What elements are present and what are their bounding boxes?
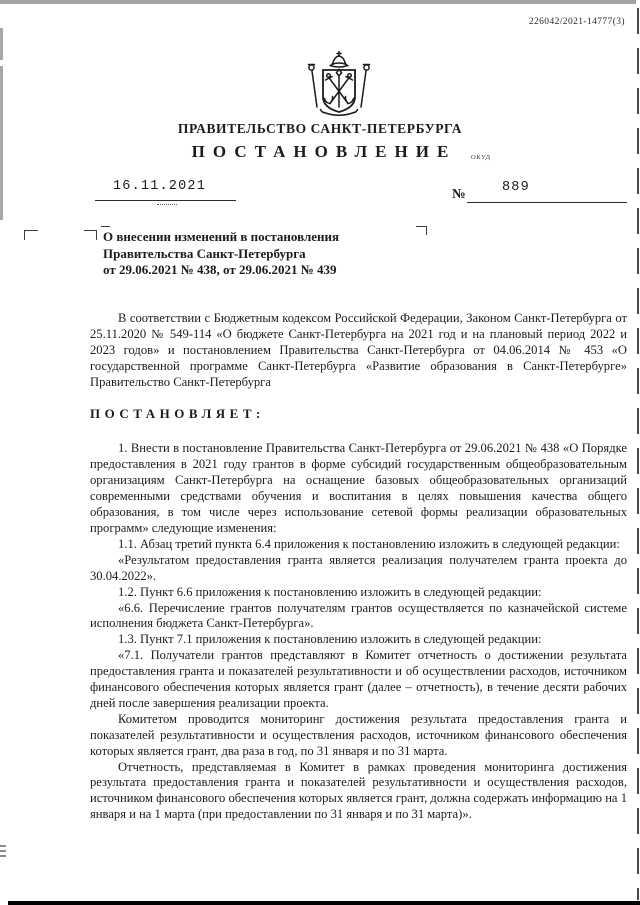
title-line: О внесении изменений в постановления	[103, 229, 340, 244]
paragraph: Отчетность, представляемая в Комитет в рамках проведения мониторинга достижения результата предоставления гранта и показателей результативности и осуществления расходов, источником финансового обеспечения которых является грант, должна содержать информацию на 1 января и на 1 марта (при предоставлении по 31 января и по 31 марта)».	[90, 759, 627, 822]
paragraph: «Результатом предоставления гранта является реализация получателем гранта проекта до 30.04.2022».	[90, 552, 627, 583]
number-underline	[467, 202, 627, 203]
spb-coat-of-arms-icon	[301, 50, 377, 120]
paragraph: 1. Внести в постановление Правительства Санкт-Петербурга от 29.06.2021 № 438 «О Порядке предоставления в 2021 году грантов в форме субсидий государственным общеобразовательным организациям Санкт-Петербурга на оснащение базовых общеобразовательных организаций современными средствами обучения и воспитания в целях повышения качества общего образования, в том числе через использование сетевой формы реализации образовательных программ» следующие изменения:	[90, 441, 627, 535]
paragraph: «7.1. Получатели грантов представляют в Комитет отчетность о достижении результата предоставления гранта и показателей результативности и об осуществлении расходов, источником финансового обеспечения которых является грант (далее – отчетность), в течение десяти рабочих дней после завершения реализации проекта.	[90, 648, 627, 710]
form-corner-mark	[101, 226, 110, 227]
document-title	[103, 229, 433, 279]
document-type-heading: ПОСТАНОВЛЕНИЕ	[191, 142, 457, 161]
title-line: от 29.06.2021 № 438, от 29.06.2021 № 439	[103, 262, 337, 277]
paragraph: Комитетом проводится мониторинг достижения результата предоставления гранта и показателей результативности и осуществления расходов, источником финансового обеспечения которых является грант, два раза в год, по 31 января и по 31 марта.	[90, 711, 627, 758]
registration-marks	[0, 845, 6, 861]
date-underline-mark	[157, 204, 177, 205]
okud-label: ОКУД	[471, 154, 491, 161]
form-corner-mark	[24, 230, 38, 240]
government-name-heading: ПРАВИТЕЛЬСТВО САНКТ-ПЕТЕРБУРГА	[177, 121, 463, 136]
resolves-label: ПОСТАНОВЛЯЕТ:	[90, 405, 265, 421]
document-body	[90, 311, 627, 823]
paragraph: 1.2. Пункт 6.6 приложения к постановлению изложить в следующей редакции:	[118, 584, 542, 599]
form-corner-mark	[84, 230, 97, 240]
paragraph: «6.6. Перечисление грантов получателям грантов осуществляется по казначейской системе исполнения бюджета Санкт-Петербурга».	[90, 600, 627, 631]
body-items	[90, 441, 627, 823]
scan-border-left-segment	[0, 28, 3, 60]
preamble-paragraph: В соответствии с Бюджетным кодексом Российской Федерации, Законом Санкт-Петербурга от 25.11.2020 № 549-114 «О бюджете Санкт-Петербурга на 2021 год и на плановый период 2022 и 2023 годов» и постановлением Правительства Санкт-Петербурга от 04.06.2014 № 453 «О государственной программе Санкт-Петербурга «Развитие образования в Санкт-Петербурге» Правительство Санкт-Петербурга	[90, 311, 627, 389]
document-registration-code: 226042/2021-14777(3)	[528, 17, 625, 27]
date-underline	[95, 200, 236, 201]
document-number: 889	[502, 180, 530, 195]
title-line: Правительства Санкт-Петербурга	[103, 245, 306, 261]
number-sign-label: №	[452, 186, 466, 201]
scan-border-top	[0, 0, 636, 4]
scan-border-bottom	[8, 901, 640, 905]
paragraph: 1.3. Пункт 7.1 приложения к постановлению изложить в следующей редакции:	[118, 632, 542, 647]
document-date: 16.11.2021	[113, 179, 207, 194]
paragraph: 1.1. Абзац третий пункта 6.4 приложения к постановлению изложить в следующей редакции:	[118, 536, 620, 551]
